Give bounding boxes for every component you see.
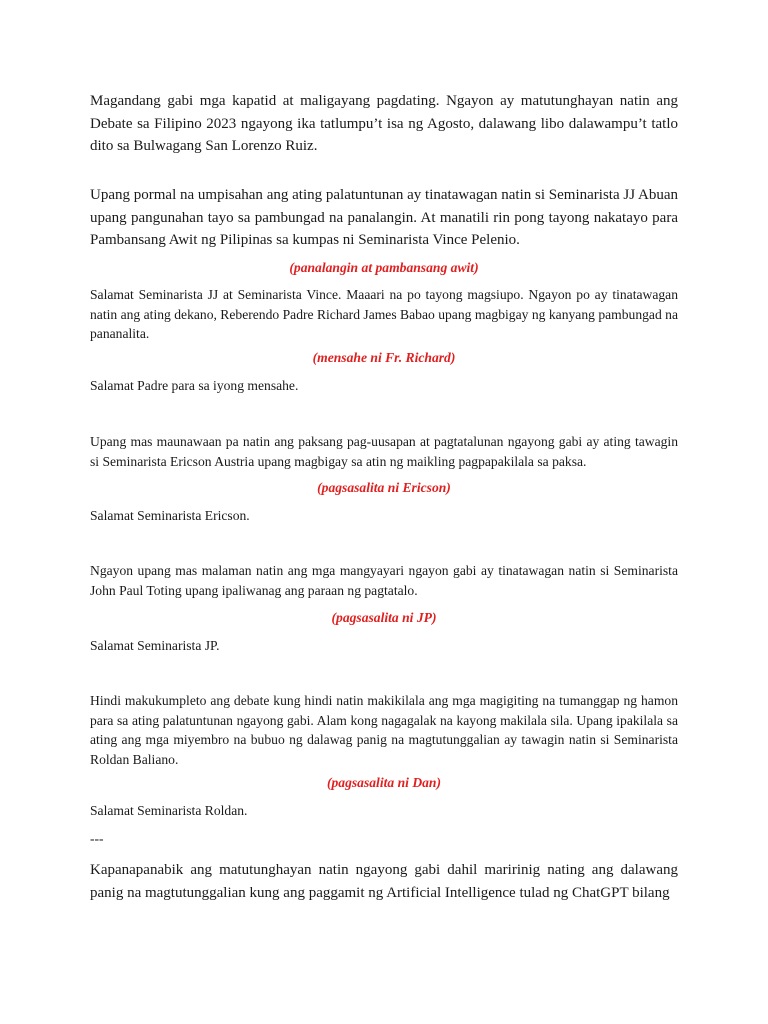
stage-cue-fr-richard: (mensahe ni Fr. Richard) [312,350,456,365]
opening-greeting-paragraph: Magandang gabi mga kapatid at maligayang pagdating. Ngayon ay matutunghayan natin ang Debate sa Filipino 2023 ngayong ika tatlumpu’t isa ng Agosto, dalawang libo dalawampu’t tatlo dito sa Bulwagang San Lorenzo Ruiz. [90,93,678,154]
stage-cue-prayer-anthem: (panalangin at pambansang awit) [289,260,479,275]
debaters-introduction-paragraph: Hindi makukumpleto ang debate kung hindi natin makikilala ang mga magigiting na tumanggap ng hamon para sa ating palatuntunan ngayong gabi. Alam kong nagagalak na kayong makilala sila. Upang ipakilala sa ating ang mga miyembro na bubuo ng dalawag panig na magtutunggalian ay tawagin natin si Seminarista Roldan Baliano. [90,693,678,767]
stage-cue-ericson: (pagsasalita ni Ericson) [317,480,451,495]
thanks-ericson-paragraph: Salamat Seminarista Ericson. [90,508,250,523]
dean-introduction-paragraph: Salamat Seminarista JJ at Seminarista Vince. Maaari na po tayong magsiupo. Ngayon po ay tinatawagan natin ang ating dekano, Reberendo Padre Richard James Babao upang magbigay ng kanyang pambungad na pananalita. [90,287,678,341]
thanks-roldan-paragraph: Salamat Seminarista Roldan. [90,803,248,818]
thanks-father-paragraph: Salamat Padre para sa iyong mensahe. [90,378,299,393]
stage-cue-jp: (pagsasalita ni JP) [331,610,437,625]
stage-cue-dan: (pagsasalita ni Dan) [326,775,442,790]
debate-rules-paragraph: Ngayon upang mas malaman natin ang mga mangyayari ngayon gabi ay tinatawagan natin si Seminarista John Paul Toting upang ipaliwanag ang paraan ng pagtatalo. [90,563,678,598]
opening-prayer-paragraph: Upang pormal na umpisahan ang ating palatuntunan ay tinatawagan natin si Seminarista JJ Abuan upang pangunahan tayo sa pambungad na panalangin. At manatili rin pong tayong nakatayo para Pambansang Awit ng Pilipinas sa kumpas ni Seminarista Vince Pelenio. [90,187,678,248]
debate-topic-paragraph: Kapanapanabik ang matutunghayan natin ngayong gabi dahil maririnig nating ang dalawang panig na magtutunggalian kung ang paggamit ng Artificial Intelligence tulad ng ChatGPT bilang [90,862,678,901]
section-separator: --- [90,831,104,846]
topic-introduction-paragraph: Upang mas maunawaan pa natin ang paksang pag-uusapan at pagtatalunan ngayong gabi ay ating tawagin si Seminarista Ericson Austria upang magbigay sa atin ng maikling pagpapakilala sa paksa. [90,434,678,469]
thanks-jp-paragraph: Salamat Seminarista JP. [90,638,220,653]
